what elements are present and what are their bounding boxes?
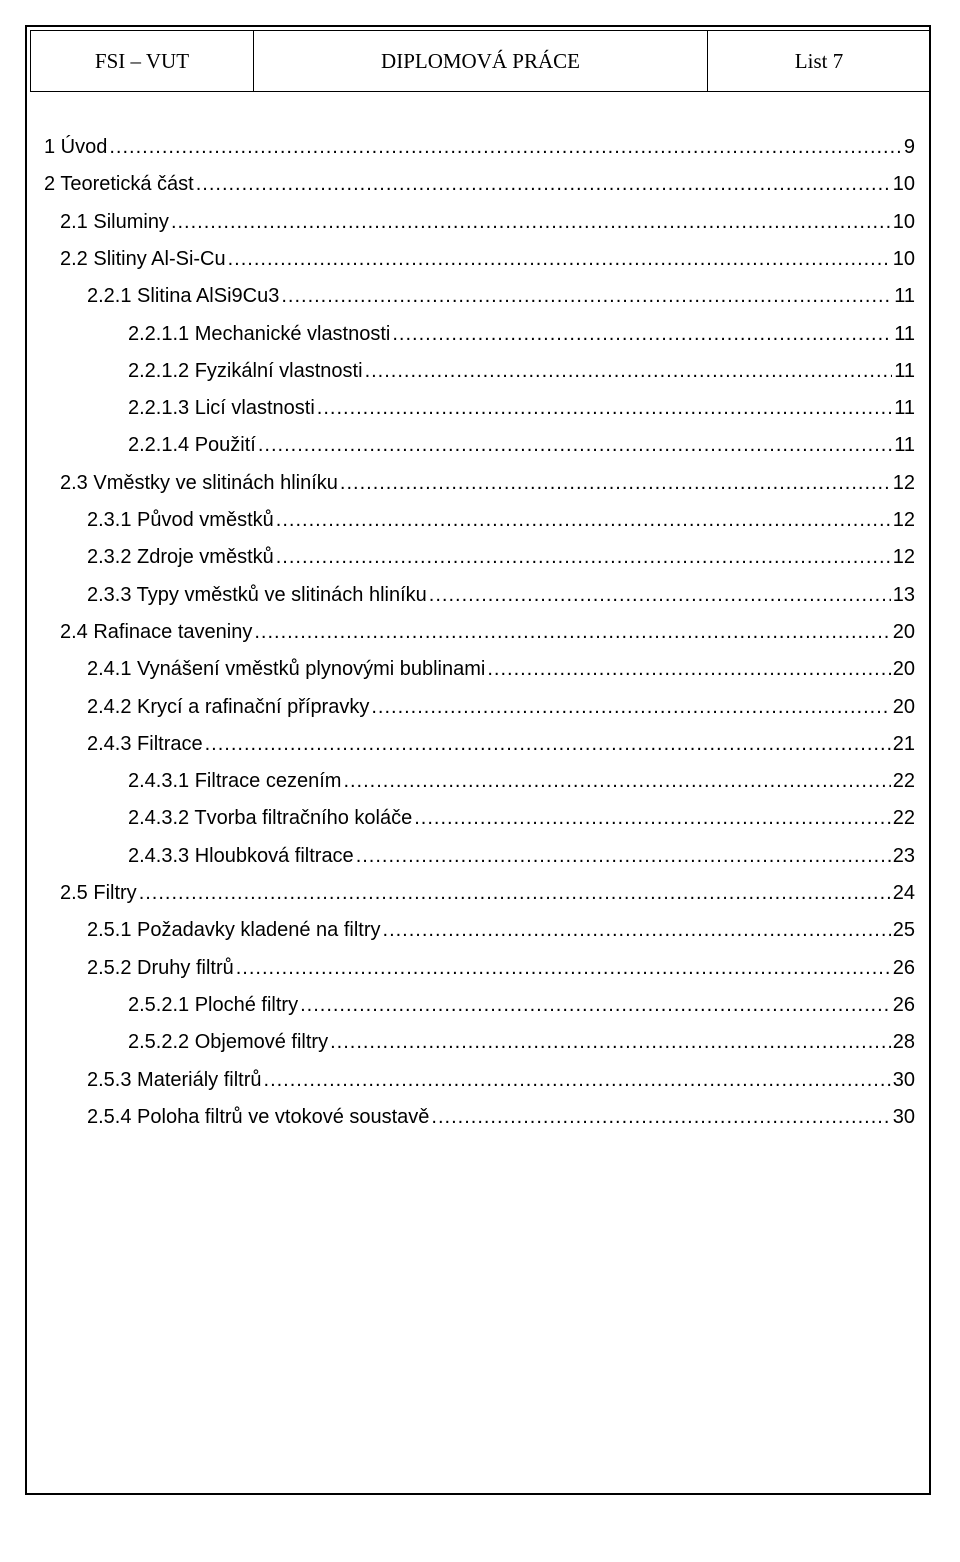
toc-dot-leader (139, 878, 891, 908)
toc-entry-page: 20 (892, 620, 915, 643)
toc-dot-leader (228, 244, 891, 274)
toc-entry-page: 11 (894, 322, 915, 345)
toc-entry-page: 9 (903, 136, 915, 158)
toc-dot-leader (300, 990, 891, 1020)
toc-entry-title: 2.3.2 Zdroje vměstků (87, 546, 274, 569)
toc-entry-title: 2.4.3.2 Tvorba filtračního koláče (128, 807, 413, 830)
toc-entry[interactable] (87, 915, 915, 945)
toc-entry[interactable] (87, 654, 915, 684)
toc-entry-title: 2.5.4 Poloha filtrů ve vtokové soustavě (87, 1105, 430, 1128)
header-document-type: DIPLOMOVÁ PRÁCE (254, 31, 708, 91)
toc-entry-page: 12 (892, 471, 915, 494)
toc-entry-title: 2.1 Siluminy (60, 210, 169, 233)
toc-entry-title: 2.5.2 Druhy filtrů (87, 956, 234, 979)
toc-entry[interactable] (128, 990, 915, 1020)
toc-entry-page: 12 (892, 509, 915, 531)
toc-dot-leader (487, 654, 890, 684)
toc-dot-leader (171, 207, 891, 237)
toc-entry[interactable] (87, 542, 915, 572)
toc-entry[interactable] (87, 692, 915, 722)
toc-entry-page: 20 (892, 658, 915, 681)
toc-entry-page: 30 (892, 1105, 915, 1128)
toc-entry-title: 2.3.3 Typy vměstků ve slitinách hliníku (87, 583, 427, 606)
toc-dot-leader (340, 468, 891, 498)
header-page-number: List 7 (794, 48, 844, 73)
toc-dot-leader (254, 617, 890, 647)
toc-entry-title: 2.4.1 Vynášení vměstků plynovými bublinami (87, 658, 486, 681)
header-faculty: FSI – VUT (31, 31, 254, 91)
toc-entry[interactable] (60, 244, 915, 274)
toc-entry[interactable] (87, 505, 915, 535)
toc-entry-page: 23 (892, 844, 915, 867)
toc-dot-leader (236, 953, 891, 983)
toc-dot-leader (258, 430, 892, 460)
toc-dot-leader (365, 356, 893, 386)
toc-entry[interactable] (87, 953, 915, 983)
toc-entry-title: 2 Teoretická část (44, 173, 194, 196)
toc-dot-leader (264, 1065, 891, 1095)
toc-dot-leader (276, 505, 891, 535)
toc-entry-title: 2.4.3.1 Filtrace cezením (128, 770, 342, 793)
toc-entry-title: 2.2 Slitiny Al-Si-Cu (60, 247, 226, 270)
toc-dot-leader (371, 692, 890, 722)
toc-entry-title: 2.3.1 Původ vměstků (87, 509, 274, 531)
toc-entry[interactable] (128, 356, 915, 386)
toc-entry-page: 11 (894, 359, 915, 382)
toc-entry-title: 2.5.1 Požadavky kladené na filtry (87, 919, 381, 942)
toc-entry-title: 2.5.3 Materiály filtrů (87, 1068, 262, 1091)
toc-entry-title: 2.5.2.2 Objemové filtry (128, 1031, 329, 1054)
toc-entry-page: 20 (892, 695, 915, 718)
toc-dot-leader (343, 766, 890, 796)
toc-entry-page: 25 (892, 919, 915, 942)
toc-entry-title: 2.2.1.1 Mechanické vlastnosti (128, 322, 391, 345)
toc-entry-page: 11 (894, 397, 915, 420)
toc-entry-page: 26 (892, 993, 915, 1016)
toc-entry-page: 21 (892, 732, 915, 755)
toc-entry[interactable] (60, 617, 915, 647)
toc-entry-page: 10 (892, 247, 915, 270)
toc-entry-page: 30 (892, 1068, 915, 1091)
toc-entry[interactable] (44, 132, 915, 162)
toc-entry-title: 2.4.3.3 Hloubková filtrace (128, 844, 354, 867)
toc-dot-leader (429, 580, 891, 610)
toc-entry-title: 2.3 Vměstky ve slitinách hliníku (60, 471, 338, 494)
toc-entry-page: 11 (894, 434, 915, 457)
toc-entry-page: 22 (892, 770, 915, 793)
toc-entry[interactable] (128, 1027, 915, 1057)
toc-entry-page: 22 (892, 807, 915, 830)
toc-entry[interactable] (128, 319, 915, 349)
toc-entry[interactable] (87, 729, 915, 759)
toc-entry-page: 11 (894, 285, 915, 308)
toc-dot-leader (205, 729, 891, 759)
toc-dot-leader (431, 1102, 890, 1132)
toc-entry-page: 24 (892, 882, 915, 904)
toc-entry-page: 10 (892, 210, 915, 233)
page-header (30, 30, 931, 92)
toc-entry-title: 2.2.1 Slitina AlSi9Cu3 (87, 285, 280, 308)
toc-entry-title: 2.4.2 Krycí a rafinační přípravky (87, 695, 370, 718)
toc-dot-leader (317, 393, 892, 423)
toc-entry-title: 2.4 Rafinace taveniny (60, 620, 253, 643)
toc-entry[interactable] (44, 169, 915, 199)
toc-entry-title: 2.2.1.3 Licí vlastnosti (128, 397, 315, 420)
toc-entry[interactable] (60, 468, 915, 498)
toc-entry-title: 2.2.1.4 Použití (128, 434, 256, 457)
toc-dot-leader (392, 319, 892, 349)
toc-entry[interactable] (60, 207, 915, 237)
toc-entry[interactable] (128, 803, 915, 833)
toc-dot-leader (281, 281, 892, 311)
toc-dot-leader (414, 803, 891, 833)
toc-entry[interactable] (128, 841, 915, 871)
toc-entry[interactable] (87, 281, 915, 311)
toc-dot-leader (276, 542, 891, 572)
toc-dot-leader (330, 1027, 891, 1057)
toc-entry-title: 2.5 Filtry (60, 882, 137, 904)
toc-entry[interactable] (87, 1065, 915, 1095)
toc-entry-page: 26 (892, 956, 915, 979)
toc-entry[interactable] (128, 393, 915, 423)
toc-dot-leader (196, 169, 891, 199)
toc-entry-title: 1 Úvod (44, 136, 108, 158)
toc-entry[interactable] (128, 430, 915, 460)
toc-entry-page: 10 (892, 173, 915, 196)
toc-entry-page: 12 (892, 546, 915, 569)
toc-entry[interactable] (87, 1102, 915, 1132)
toc-entry[interactable] (60, 878, 915, 908)
toc-entry[interactable] (128, 766, 915, 796)
toc-dot-leader (356, 841, 891, 871)
toc-entry-page: 28 (892, 1031, 915, 1054)
toc-entry[interactable] (87, 580, 915, 610)
toc-entry-title: 2.5.2.1 Ploché filtry (128, 993, 299, 1016)
toc-dot-leader (383, 915, 891, 945)
toc-entry-title: 2.4.3 Filtrace (87, 732, 203, 755)
toc-entry-title: 2.2.1.2 Fyzikální vlastnosti (128, 359, 363, 382)
toc-entry-page: 13 (892, 583, 915, 606)
toc-dot-leader (109, 132, 902, 162)
